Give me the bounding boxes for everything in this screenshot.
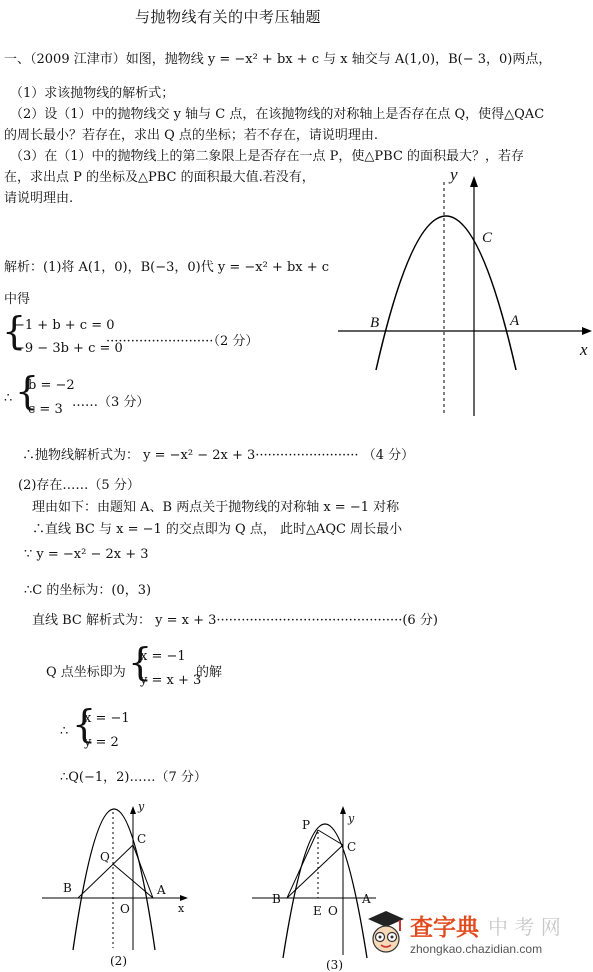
mascot-icon [364, 909, 408, 959]
solution-step-5: 理由如下：由题知 A、B 两点关于抛物线的对称轴 x = −1 对称 [32, 500, 400, 515]
system-3-line-2: y = x + 3 [140, 673, 202, 688]
fig3-p-label: P [302, 818, 311, 832]
system-4-line-2: y = 2 [84, 735, 119, 750]
watermark-name: 查字典 [410, 915, 479, 941]
fig3-caption: (3) [326, 958, 343, 972]
system-4-line-1: x = −1 [84, 711, 130, 726]
fig2-a-label: A [157, 883, 166, 897]
system-2-line-2: c = 3 [28, 402, 63, 417]
main-x-label: x [580, 340, 588, 359]
fig2-x-label: x [178, 902, 185, 915]
question-1: （1）求该抛物线的解析式； [10, 86, 175, 101]
question-3-line-2: 在，求出点 P 的坐标及△PBC 的面积最大值.若没有， [4, 170, 315, 185]
fig3-c-label: C [347, 840, 357, 854]
system-2-brace: { [15, 369, 40, 413]
solution-step-11: ∴Q(−1，2)……（7 分） [60, 770, 207, 785]
question-2-line-1: （2）设（1）中的抛物线交 y 轴与 C 点，在该抛物线的对称轴上是否存在点 Q，使得△QAC [10, 107, 545, 122]
question-3-line-3: 请说明理由. [4, 191, 74, 206]
fig2-caption: (2) [110, 954, 127, 968]
fig2-o-label: O [120, 902, 130, 916]
system-2-therefore: ∴ [4, 391, 13, 406]
system-2-score: ……（3 分） [72, 395, 150, 410]
system-2-line-1: b = −2 [28, 378, 75, 393]
question-2-line-2: 的周长最小？若存在，求出 Q 点的坐标；若不存在，请说明理由. [4, 128, 379, 143]
solution-step-6: ∴直线 BC 与 x = −1 的交点即为 Q 点， 此时△AQC 周长最小 [32, 522, 403, 537]
system-1-brace: { [2, 309, 27, 353]
fig3-e-label: E [313, 904, 322, 918]
solution-step-4: (2)存在……（5 分） [18, 478, 140, 493]
problem-intro: 一、（2009 江津市）如图，抛物线 y = −x² + bx + c 与 x 轴交与 A(1,0)，B(− 3，0)两点， [4, 52, 552, 67]
fig3-y-arrow [340, 806, 346, 814]
question-3-line-1: （3）在（1）中的抛物线上的第二象限上是否存在一点 P，使△PBC 的面积最大？，若存 [10, 149, 525, 164]
fig3-segment-pc [318, 830, 343, 845]
fig3-b-label: B [272, 892, 281, 906]
solution-step-7: ∵ y = −x² − 2x + 3 [24, 547, 149, 562]
fig2-y-label: y [138, 800, 145, 813]
system-4-therefore: ∴ [60, 724, 69, 739]
main-a-label: A [510, 313, 520, 329]
fig2-b-label: B [63, 881, 72, 895]
fig3-segment-pb [287, 830, 318, 898]
fig2-c-label: C [137, 832, 147, 846]
solution-step-8: ∴C 的坐标为：(0，3) [24, 583, 152, 598]
main-b-label: B [370, 315, 380, 331]
system-1-line-2: −9 − 3b + c = 0 [14, 341, 123, 356]
system-1-score: ··························（2 分） [106, 334, 259, 349]
fig3-y-label: y [348, 812, 355, 825]
main-y-label: y [450, 165, 458, 184]
solution-step-1: 解析：(1)将 A(1，0)，B(−3，0)代 y = −x² + bx + c [4, 260, 330, 275]
solution-step-9: 直线 BC 解析式为： y = x + 3·············································(6 分) [32, 613, 438, 628]
system-4-brace: { [72, 702, 97, 746]
system-1-line-1: −1 + b + c = 0 [14, 318, 115, 333]
main-c-label: C [482, 230, 493, 246]
system-3-brace: { [128, 640, 153, 684]
fig2-q-label: Q [100, 850, 110, 864]
watermark-suffix: 中 考 网 [488, 915, 561, 939]
solution-q-point-suffix: 的解 [196, 665, 223, 680]
system-3-line-1: x = −1 [140, 649, 186, 664]
fig3-segment-bc [287, 845, 343, 898]
watermark-url: zhongkao.chazidian.com [410, 942, 543, 956]
page-title: 与抛物线有关的中考压轴题 [135, 8, 322, 26]
watermark-logo [362, 905, 590, 961]
fig3-o-label: O [328, 904, 338, 918]
solution-step-2: 中得 [4, 292, 31, 307]
solution-step-3: ∴抛物线解析式为： y = −x² − 2x + 3························· （4 分） [22, 448, 415, 463]
fig3-a-label: A [362, 892, 371, 906]
solution-q-point-prefix: Q 点坐标即为 [46, 665, 126, 680]
